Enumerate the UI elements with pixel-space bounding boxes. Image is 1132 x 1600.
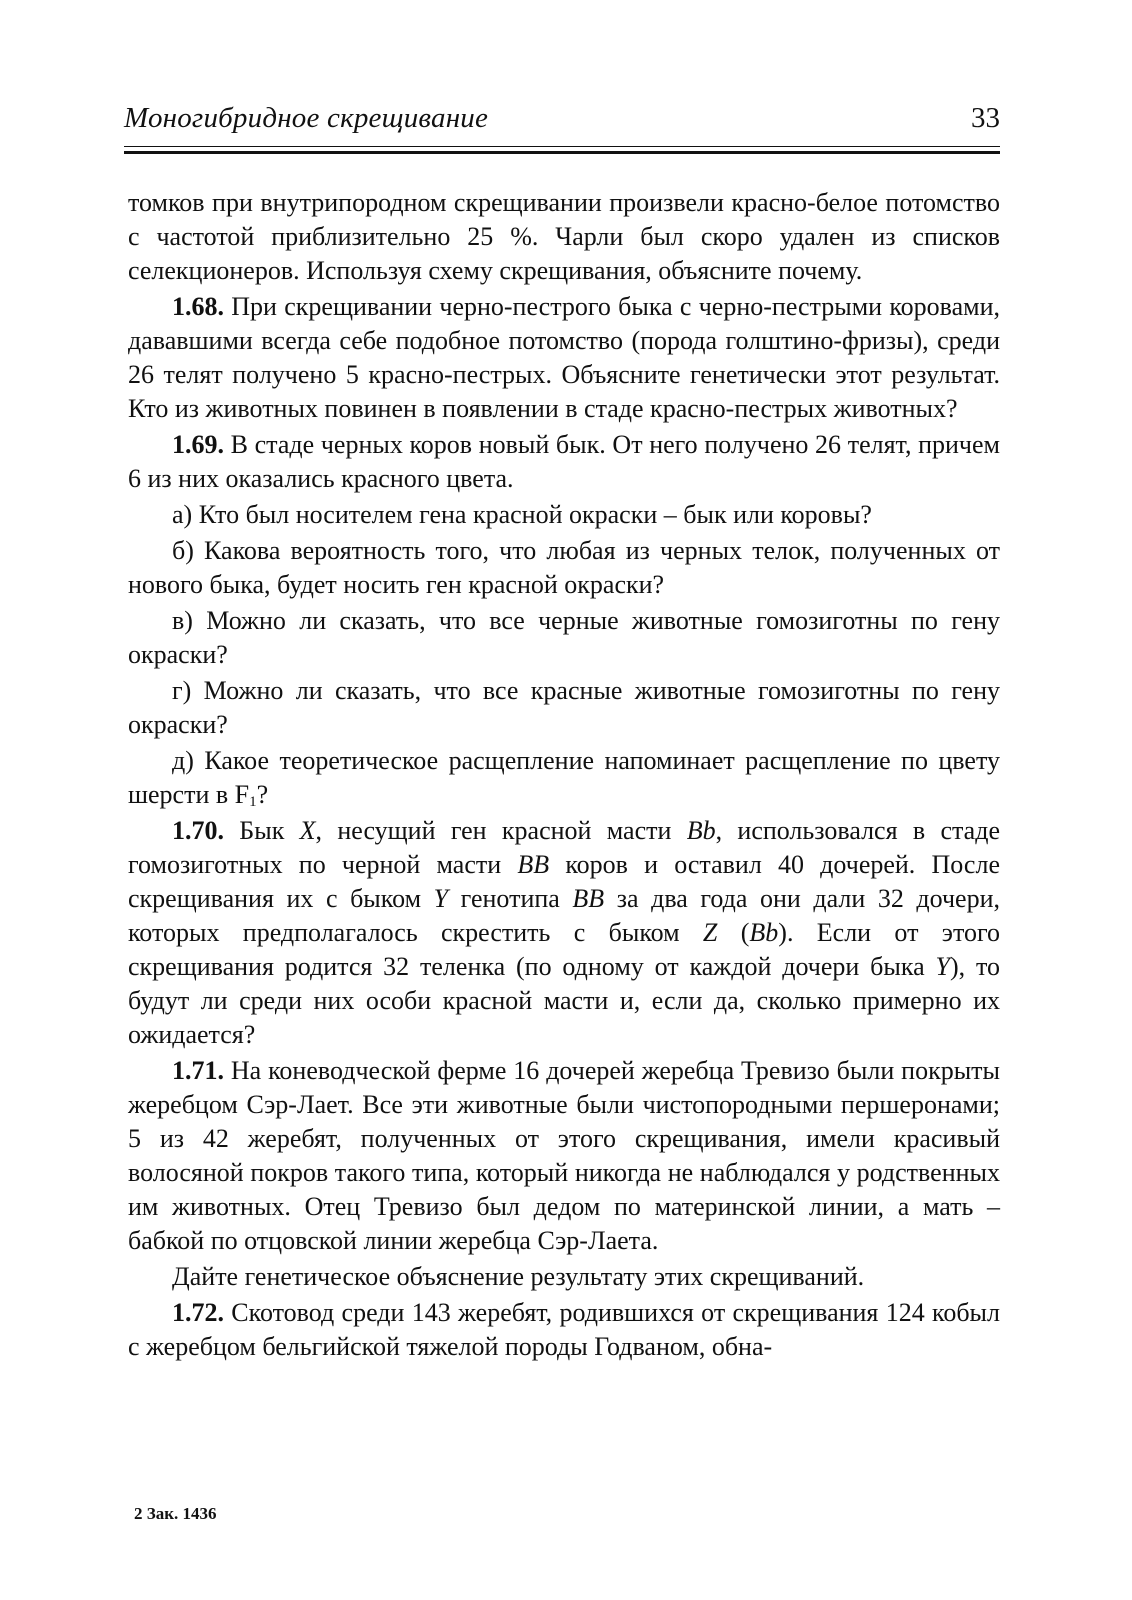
problem-number: 1.72. (172, 1298, 224, 1327)
problem-text: В стаде черных коров новый бык. От него получено 26 телят, причем 6 из них оказались красного цвета. (128, 430, 1000, 493)
problem-1-71-task: Дайте генетическое объяснение результату этих скрещиваний. (172, 1262, 865, 1291)
header-rule-thin (124, 146, 1000, 147)
question-e-text: д) Какое теоретическое расщепление напоминает расщепление по цвету шерсти в F (128, 746, 1000, 809)
question-b: б) Какова вероятность того, что любая из черных телок, полученных от нового быка, будет носить ген красной окраски? (128, 536, 1000, 599)
genotype-symbol: Bb (686, 816, 716, 845)
page-number: 33 (971, 102, 1000, 134)
body-text (128, 186, 1000, 1366)
problem-number: 1.69. (172, 430, 224, 459)
running-title: Моногибридное скрещивание (124, 102, 489, 134)
text-run: , несущий ген красной масти (315, 816, 687, 845)
text-run: за два года они дали 32 дочери, которых предполагалось скрестить с быком (128, 884, 1000, 947)
problem-number: 1.70. (172, 816, 224, 845)
page-header (124, 102, 1000, 142)
printer-signature: 2 Зак. 1436 (134, 1504, 217, 1523)
text-run: ). Если от этого скрещивания родится 32 теленка (по одному от каждой дочери быка (128, 918, 1000, 981)
genotype-symbol: Y (935, 952, 950, 981)
question-a: а) Кто был носителем гена красной окраски – бык или коровы? (172, 500, 872, 529)
genotype-symbol: BB (517, 850, 550, 879)
text-run: , использовался в стаде гомозиготных по черной масти (128, 816, 1000, 879)
genotype-symbol: X (299, 816, 316, 845)
genotype-symbol: Z (702, 918, 718, 947)
paragraph-continuation: томков при внутрипородном скрещивании произвели красно-белое потомство с частотой приблизительно 25 %. Чарли был скоро удален из списков селекционеров. Используя схему скрещивания, объясните почему. (128, 188, 1000, 285)
problem-1-69 (128, 428, 1000, 496)
problem-number: 1.71. (172, 1056, 224, 1085)
text-run: ), то будут ли среди них особи красной масти и, если да, сколько примерно их ожидается? (128, 952, 1000, 1049)
question-c: в) Можно ли сказать, что все черные животные гомозиготны по гену окраски? (128, 606, 1000, 669)
text-run: коров и оставил 40 дочерей. После скрещивания их с быком (128, 850, 1000, 913)
problem-text: Скотовод среди 143 жеребят, родившихся от скрещивания 124 кобыл с жеребцом бельгийской тяжелой породы Годваном, обна- (128, 1298, 1000, 1361)
header-rule-thick (124, 151, 1000, 154)
problem-1-70 (128, 814, 1000, 1052)
question-e (128, 744, 1000, 812)
genotype-symbol: Y (433, 884, 449, 913)
problem-text: При скрещивании черно-пестрого быка с черно-пестрыми коровами, дававшими всегда себе подобное потомство (порода голштино-фризы), среди 26 телят получено 5 красно-пестрых. Объясните генетически этот результат. Кто из животных повинен в появлении в стаде красно-пестрых животных? (128, 292, 1000, 423)
problem-text: На коневодческой ферме 16 дочерей жеребца Тревизо были покрыты жеребцом Сэр-Лает. Все эти животные были чистопородными першеронами; 5 из 42 жеребят, полученных от этого скрещивания, имели красивый волосяной покров такого типа, который никогда не наблюдался у родственных им животных. Отец Тревизо был дедом по материнской линии, а мать – бабкой по отцовской линии жеребца Сэр-Лаета. (128, 1056, 1000, 1255)
genotype-symbol: Bb (749, 918, 779, 947)
subscript: 1 (249, 794, 257, 810)
problem-1-68 (128, 290, 1000, 426)
problem-1-71 (128, 1054, 1000, 1258)
text-run: ( (717, 918, 750, 947)
problem-1-72 (128, 1296, 1000, 1364)
question-d: г) Можно ли сказать, что все красные животные гомозиготны по гену окраски? (128, 676, 1000, 739)
genotype-symbol: BB (572, 884, 605, 913)
text-run: Бык (224, 816, 300, 845)
problem-number: 1.68. (172, 292, 224, 321)
question-mark: ? (256, 780, 269, 809)
text-run: генотипа (448, 884, 573, 913)
